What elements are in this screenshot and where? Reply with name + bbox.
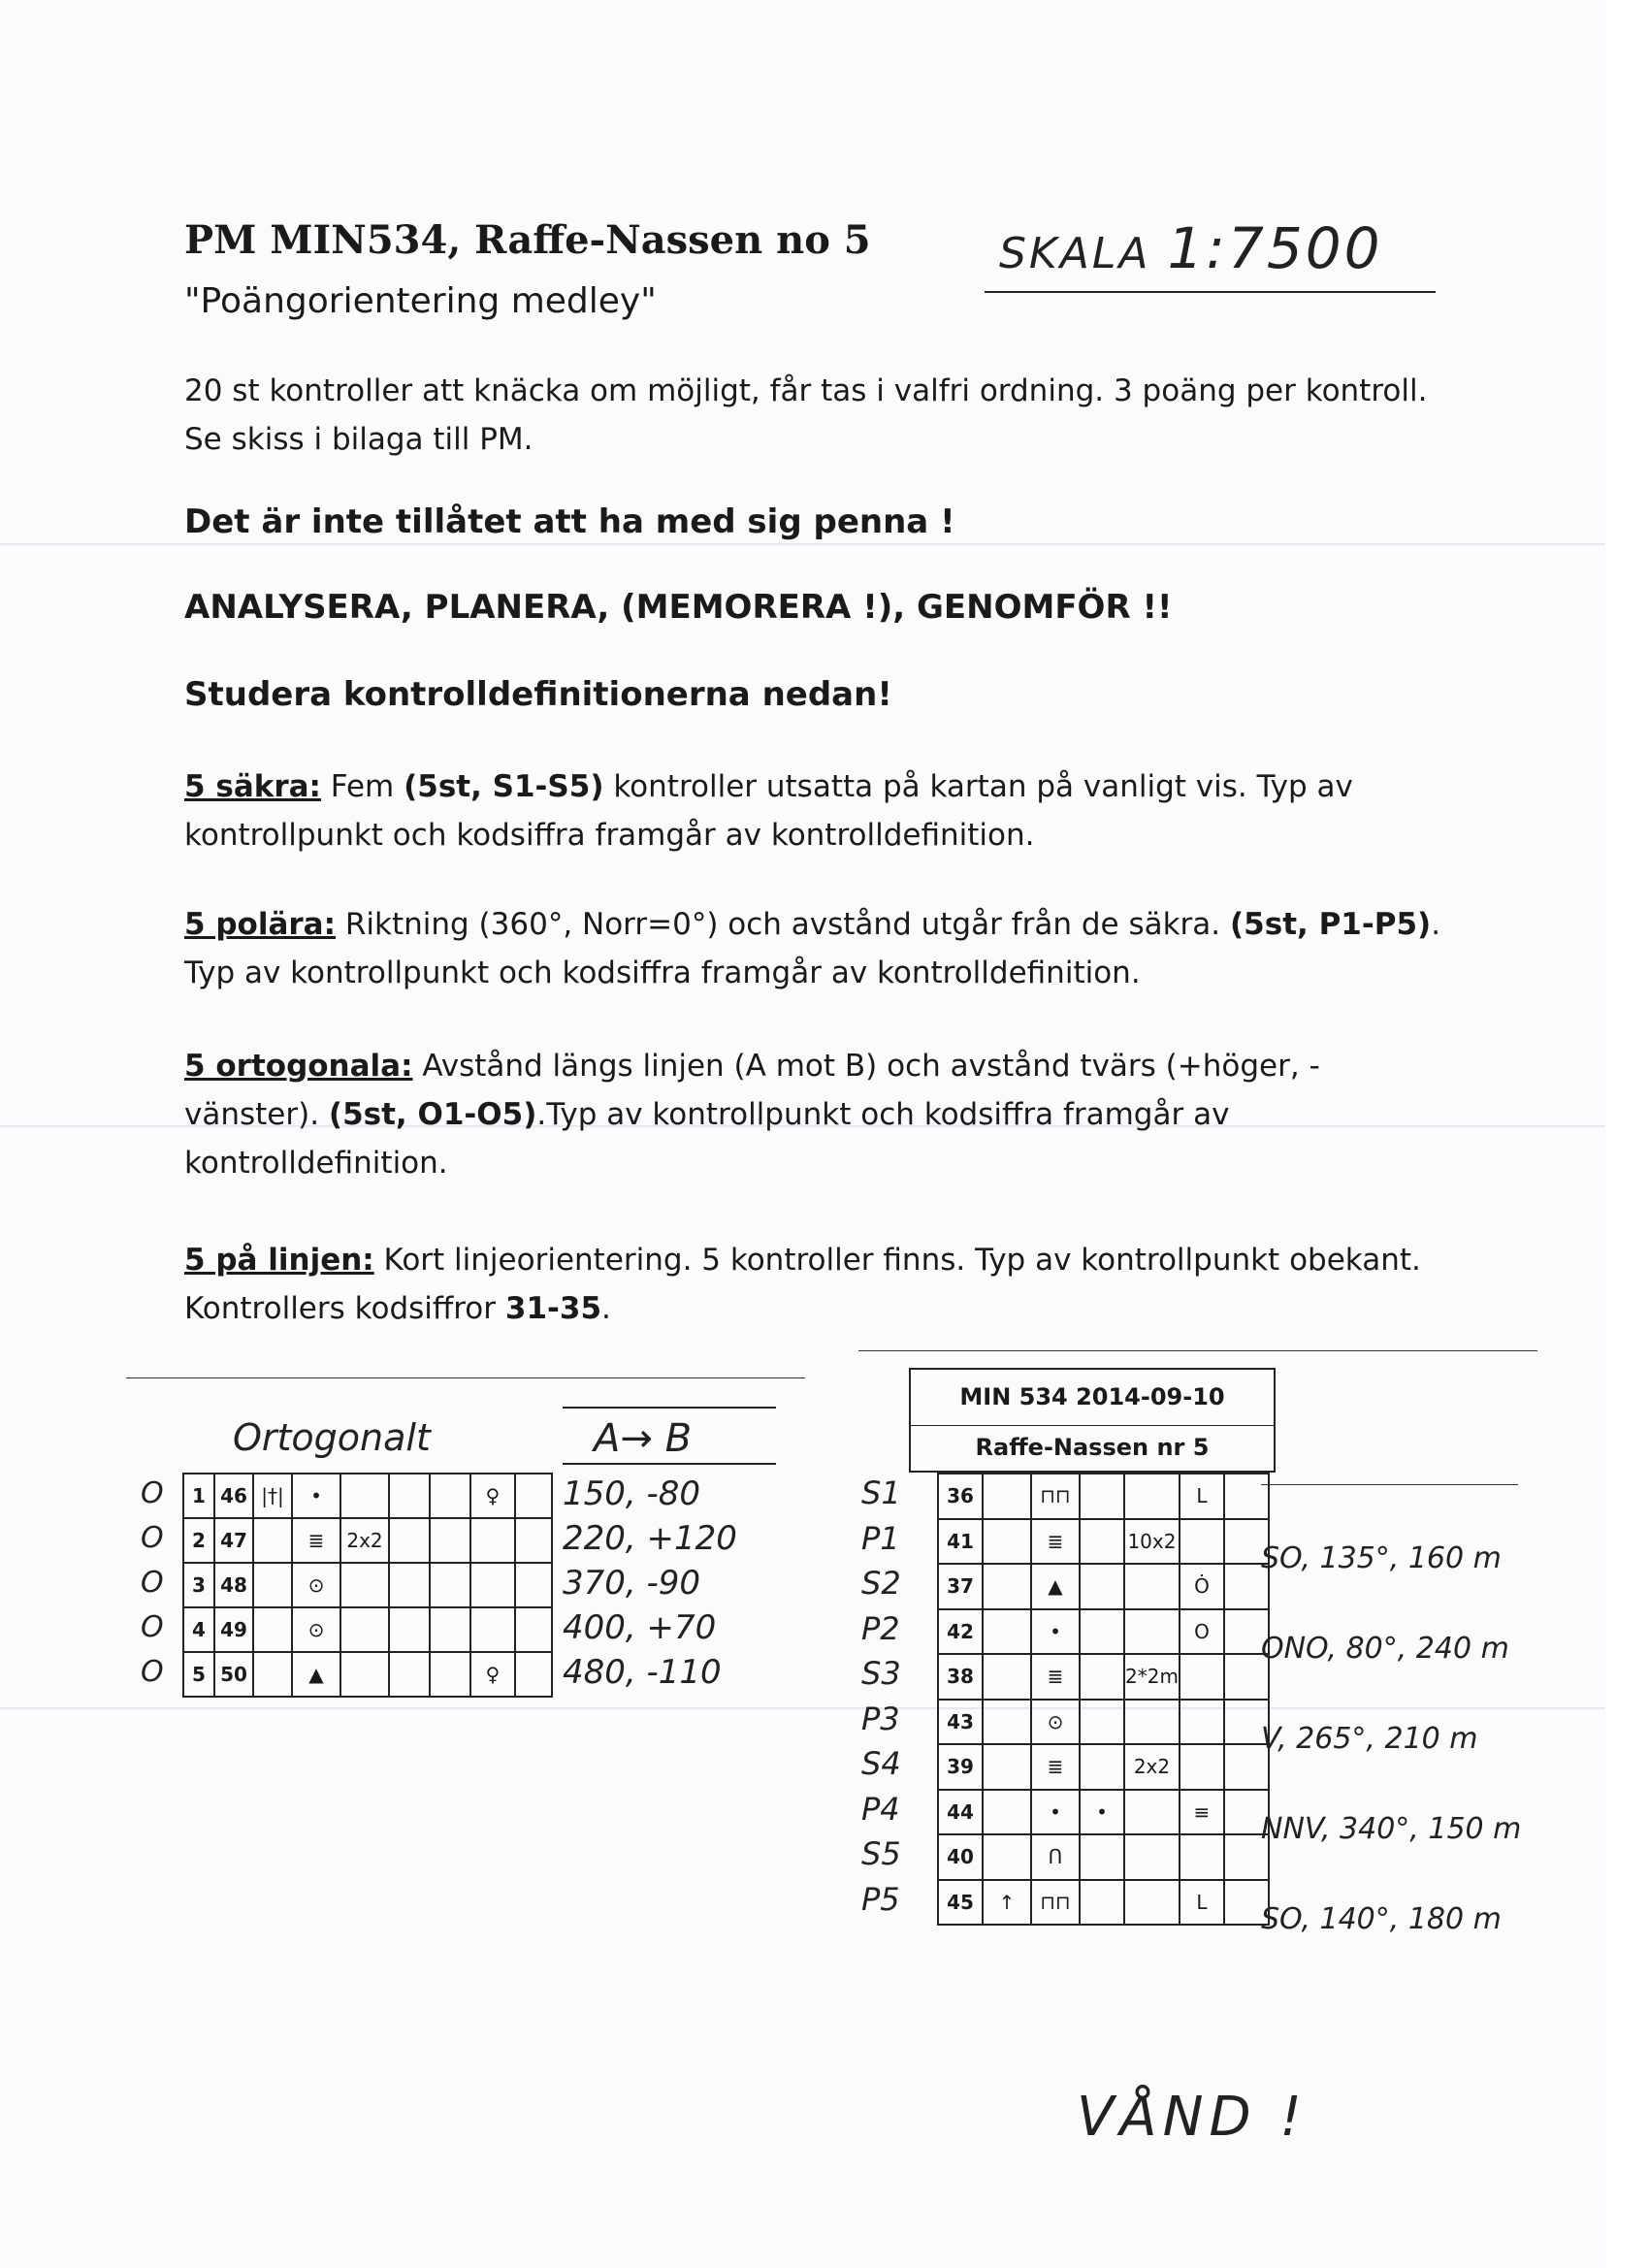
- table-cell: [253, 1518, 292, 1563]
- table-cell: [1080, 1834, 1124, 1880]
- table-cell: 10x2: [1124, 1519, 1180, 1565]
- card-row-label: S2: [861, 1565, 901, 1602]
- scale-value: 1:7500: [1167, 215, 1383, 281]
- ab-overline: [563, 1407, 776, 1409]
- section-heading: 5 säkra:: [184, 769, 321, 804]
- table-cell: ♀: [470, 1652, 515, 1697]
- table-cell: [1224, 1564, 1269, 1609]
- table-cell: [1080, 1474, 1124, 1519]
- table-cell: [515, 1607, 552, 1652]
- section-bold: (5st, O1-O5): [328, 1097, 537, 1132]
- table-row: [938, 1880, 1269, 1926]
- section-text: Fem: [320, 769, 404, 804]
- table-row: [938, 1564, 1269, 1609]
- table-cell: [340, 1607, 389, 1652]
- table-cell: •: [1031, 1790, 1080, 1835]
- table-cell: 4: [183, 1607, 214, 1652]
- table-cell: 36: [938, 1474, 983, 1519]
- table-cell: [389, 1607, 430, 1652]
- card-row-note: NNV, 340°, 150 m: [1261, 1811, 1522, 1846]
- table-cell: ⊙: [292, 1563, 340, 1607]
- table-cell: 40: [938, 1834, 983, 1880]
- table-cell: 43: [938, 1700, 983, 1745]
- table-cell: [1080, 1609, 1124, 1655]
- section-heading: 5 polära:: [184, 907, 336, 942]
- table-cell: [983, 1790, 1031, 1835]
- table-cell: [515, 1518, 552, 1563]
- table-row: [938, 1790, 1269, 1835]
- table-cell: [983, 1744, 1031, 1790]
- scale-label: SKALA: [999, 229, 1151, 278]
- ortogonal-row-prefix: O: [141, 1566, 164, 1600]
- table-cell: [389, 1652, 430, 1697]
- table-cell: [470, 1563, 515, 1607]
- fold-line: [0, 1707, 1605, 1709]
- table-cell: [1224, 1519, 1269, 1565]
- table-cell: [1224, 1609, 1269, 1655]
- table-cell: [983, 1519, 1031, 1565]
- card-row-note: ONO, 80°, 240 m: [1261, 1631, 1509, 1666]
- card-row-label: S3: [861, 1655, 901, 1692]
- table-cell: ↑: [983, 1880, 1031, 1926]
- table-cell: [1224, 1654, 1269, 1700]
- table-cell: [253, 1652, 292, 1697]
- card-row-label: P3: [861, 1700, 900, 1737]
- intro-text: 20 st kontroller att knäcka om möjligt, får tas i valfri ordning. 3 poäng per kontroll. Se skiss i bilaga till PM.: [184, 373, 1428, 457]
- table-cell: [470, 1607, 515, 1652]
- table-row: [183, 1563, 552, 1607]
- table-cell: [1180, 1519, 1224, 1565]
- table-cell: 5: [183, 1652, 214, 1697]
- table-cell: 49: [214, 1607, 253, 1652]
- table-cell: ▲: [1031, 1564, 1080, 1609]
- table-cell: [983, 1700, 1031, 1745]
- statement-studera: Studera kontrolldefinitionerna nedan!: [184, 675, 892, 714]
- card-row-label: P1: [861, 1519, 900, 1557]
- table-cell: [1124, 1564, 1180, 1609]
- table-cell: [389, 1563, 430, 1607]
- table-cell: [1080, 1564, 1124, 1609]
- table-cell: [1224, 1834, 1269, 1880]
- table-cell: [1124, 1700, 1180, 1745]
- table-cell: 41: [938, 1519, 983, 1565]
- table-cell: [389, 1474, 430, 1518]
- table-cell: 2*2m: [1124, 1654, 1180, 1700]
- section-heading: 5 på linjen:: [184, 1243, 374, 1278]
- table-cell: [983, 1564, 1031, 1609]
- table-cell: [1080, 1880, 1124, 1926]
- table-row: [938, 1474, 1269, 1519]
- statement-pen: Det är inte tillåtet att ha med sig penna !: [184, 502, 955, 541]
- card-row-note: SO, 135°, 160 m: [1261, 1540, 1502, 1575]
- ortogonal-row-prefix: O: [141, 1521, 164, 1555]
- table-cell: [1124, 1474, 1180, 1519]
- section-text: Riktning (360°, Norr=0°) och avstånd utgår från de säkra.: [336, 907, 1230, 942]
- table-cell: ≡: [1180, 1790, 1224, 1835]
- table-cell: ⊙: [292, 1607, 340, 1652]
- card-row-note: SO, 140°, 180 m: [1261, 1901, 1502, 1936]
- ortogonal-ab-value: 480, -110: [563, 1653, 722, 1692]
- table-cell: 37: [938, 1564, 983, 1609]
- table-cell: 39: [938, 1744, 983, 1790]
- section-text: .Typ av kontrollpunkt och kodsiffra framgår av kontrolldefinition.: [184, 1097, 1230, 1181]
- table-cell: ⊙: [1031, 1700, 1080, 1745]
- table-cell: ≣: [292, 1518, 340, 1563]
- table-cell: [515, 1652, 552, 1697]
- table-cell: 2x2: [1124, 1744, 1180, 1790]
- table-row: [938, 1744, 1269, 1790]
- page-title: PM MIN534, Raffe-Nassen no 5: [184, 217, 871, 263]
- divider: [858, 1350, 1537, 1351]
- scale-underline: [985, 291, 1436, 293]
- table-row: [938, 1519, 1269, 1565]
- table-cell: 1: [183, 1474, 214, 1518]
- ortogonal-row-prefix: O: [141, 1655, 164, 1689]
- table-cell: 46: [214, 1474, 253, 1518]
- table-cell: [340, 1474, 389, 1518]
- table-cell: [1080, 1700, 1124, 1745]
- table-cell: 50: [214, 1652, 253, 1697]
- card-row-label: P2: [861, 1609, 900, 1647]
- table-cell: [340, 1563, 389, 1607]
- table-cell: 2x2: [340, 1518, 389, 1563]
- fold-line: [0, 543, 1605, 545]
- table-cell: [1180, 1834, 1224, 1880]
- ortogonalt-table: [182, 1473, 553, 1698]
- section-heading: 5 ortogonala:: [184, 1049, 413, 1084]
- table-cell: ≣: [1031, 1654, 1080, 1700]
- section-bold: 31-35: [504, 1291, 602, 1326]
- table-cell: [253, 1563, 292, 1607]
- section-text: Avstånd längs linjen (A mot B) och avstånd tvärs (+höger, -vänster).: [184, 1049, 1320, 1132]
- table-cell: [253, 1607, 292, 1652]
- table-cell: [1224, 1790, 1269, 1835]
- ortogonal-row-prefix: O: [141, 1476, 164, 1510]
- section-polara: [184, 900, 1445, 997]
- table-cell: ▲: [292, 1652, 340, 1697]
- table-cell: O: [1180, 1609, 1224, 1655]
- table-cell: [1224, 1474, 1269, 1519]
- divider: [126, 1377, 805, 1378]
- table-cell: [1180, 1700, 1224, 1745]
- table-cell: [1124, 1880, 1180, 1926]
- table-cell: 38: [938, 1654, 983, 1700]
- table-cell: ♀: [470, 1474, 515, 1518]
- card-subtitle: Raffe-Nassen nr 5: [909, 1426, 1276, 1473]
- table-cell: [983, 1834, 1031, 1880]
- ortogonal-ab-value: 370, -90: [563, 1564, 701, 1603]
- table-cell: [430, 1518, 470, 1563]
- card-row-label: S5: [861, 1835, 901, 1872]
- table-cell: L: [1180, 1474, 1224, 1519]
- table-row: [938, 1609, 1269, 1655]
- card-row-label: P4: [861, 1790, 900, 1828]
- table-cell: [1224, 1700, 1269, 1745]
- table-cell: ⊓⊓: [1031, 1474, 1080, 1519]
- table-cell: 45: [938, 1880, 983, 1926]
- footer-note: VÅND !: [1077, 2086, 1308, 2149]
- table-cell: 42: [938, 1609, 983, 1655]
- table-cell: [430, 1607, 470, 1652]
- table-cell: 2: [183, 1518, 214, 1563]
- section-bold: (5st, P1-P5): [1230, 907, 1432, 942]
- card-row-label: S1: [861, 1474, 901, 1511]
- table-cell: [1080, 1744, 1124, 1790]
- table-row: [183, 1518, 552, 1563]
- table-cell: [983, 1609, 1031, 1655]
- section-text: .: [601, 1291, 611, 1326]
- ortogonalt-heading: Ortogonalt: [233, 1416, 431, 1459]
- ortogonal-ab-value: 220, +120: [563, 1519, 737, 1558]
- table-cell: •: [1031, 1609, 1080, 1655]
- table-cell: [1180, 1654, 1224, 1700]
- ortogonal-ab-value: 150, -80: [563, 1474, 701, 1513]
- table-cell: •: [1080, 1790, 1124, 1835]
- table-row: [938, 1834, 1269, 1880]
- table-cell: 47: [214, 1518, 253, 1563]
- table-cell: ≣: [1031, 1744, 1080, 1790]
- table-cell: [515, 1474, 552, 1518]
- table-cell: [1080, 1519, 1124, 1565]
- table-cell: [470, 1518, 515, 1563]
- section-linjen: [184, 1236, 1445, 1333]
- statement-analysera: ANALYSERA, PLANERA, (MEMORERA !), GENOMFÖR !!: [184, 588, 1173, 627]
- card-note-line: [1261, 1484, 1518, 1485]
- scale-annotation: [999, 215, 1383, 281]
- ortogonal-ab-value: 400, +70: [563, 1608, 717, 1647]
- table-cell: 48: [214, 1563, 253, 1607]
- ab-heading: A→ B: [594, 1416, 693, 1461]
- ab-underline: [563, 1463, 776, 1465]
- section-bold: (5st, S1-S5): [404, 769, 604, 804]
- table-cell: [1180, 1744, 1224, 1790]
- table-cell: [430, 1652, 470, 1697]
- table-cell: [1124, 1790, 1180, 1835]
- table-row: [183, 1652, 552, 1697]
- table-cell: 44: [938, 1790, 983, 1835]
- section-text: Kort linjeorientering. 5 kontroller finns. Typ av kontrollpunkt obekant. Kontrollers kodsiffror: [184, 1243, 1421, 1326]
- section-text: . Typ av kontrollpunkt och kodsiffra framgår av kontrolldefinition.: [184, 907, 1441, 990]
- table-cell: [983, 1654, 1031, 1700]
- table-cell: |†|: [253, 1474, 292, 1518]
- card-row-label: P5: [861, 1880, 900, 1918]
- section-sakra: [184, 762, 1445, 859]
- card-row-note: V, 265°, 210 m: [1261, 1721, 1478, 1756]
- table-row: [938, 1700, 1269, 1745]
- card-title: MIN 534 2014-09-10: [909, 1368, 1276, 1426]
- section-ortogonala: [184, 1042, 1445, 1187]
- table-cell: [1224, 1744, 1269, 1790]
- table-row: [183, 1607, 552, 1652]
- control-card-table: [937, 1473, 1270, 1926]
- page-subtitle: "Poängorientering medley": [184, 281, 657, 321]
- table-cell: [1080, 1654, 1124, 1700]
- table-cell: [430, 1563, 470, 1607]
- table-cell: •: [292, 1474, 340, 1518]
- table-row: [183, 1474, 552, 1518]
- table-cell: Ȯ: [1180, 1564, 1224, 1609]
- table-cell: [1224, 1880, 1269, 1926]
- table-cell: Ո: [1031, 1834, 1080, 1880]
- table-cell: [515, 1563, 552, 1607]
- table-cell: [430, 1474, 470, 1518]
- table-cell: [1124, 1609, 1180, 1655]
- card-row-label: S4: [861, 1745, 901, 1782]
- table-row: [938, 1654, 1269, 1700]
- ortogonal-row-prefix: O: [141, 1610, 164, 1644]
- table-cell: 3: [183, 1563, 214, 1607]
- table-cell: [389, 1518, 430, 1563]
- section-text: kontroller utsatta på kartan på vanligt vis. Typ av kontrollpunkt och kodsiffra framgår av kontrolldefinition.: [184, 769, 1353, 853]
- table-cell: [340, 1652, 389, 1697]
- table-cell: ≣: [1031, 1519, 1080, 1565]
- table-cell: [983, 1474, 1031, 1519]
- table-cell: [1124, 1834, 1180, 1880]
- table-cell: L: [1180, 1880, 1224, 1926]
- table-cell: ⊓⊓: [1031, 1880, 1080, 1926]
